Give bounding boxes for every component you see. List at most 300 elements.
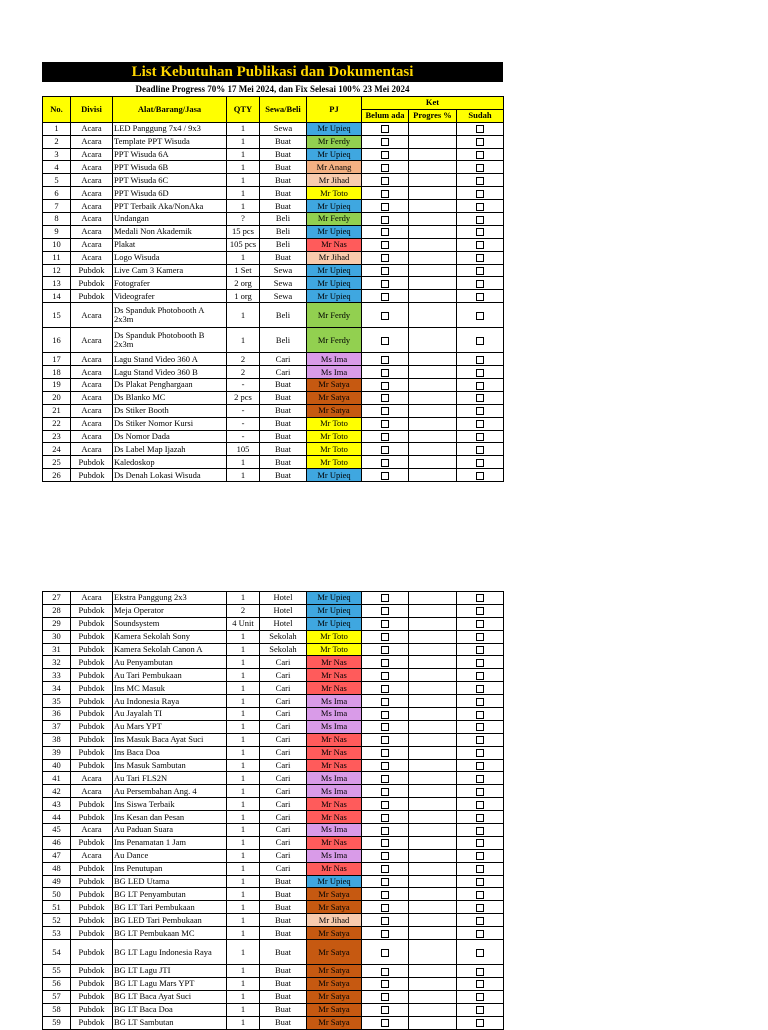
- checkbox-belum-ada[interactable]: [381, 312, 389, 320]
- cell-sudah[interactable]: [457, 836, 504, 849]
- checkbox-sudah[interactable]: [476, 1006, 484, 1014]
- cell-sudah[interactable]: [457, 379, 504, 392]
- checkbox-belum-ada[interactable]: [381, 177, 389, 185]
- cell-progres: [409, 264, 457, 277]
- checkbox-belum-ada[interactable]: [381, 865, 389, 873]
- cell-sudah[interactable]: [457, 290, 504, 303]
- checkbox-belum-ada[interactable]: [381, 420, 389, 428]
- row-item: Ds Denah Lokasi Wisuda: [113, 469, 227, 482]
- cell-sudah[interactable]: [457, 927, 504, 940]
- row-no: 44: [43, 811, 71, 824]
- cell-sudah[interactable]: [457, 630, 504, 643]
- cell-belum-ada[interactable]: [362, 604, 409, 617]
- cell-sudah[interactable]: [457, 469, 504, 482]
- checkbox-sudah[interactable]: [476, 672, 484, 680]
- checkbox-belum-ada[interactable]: [381, 382, 389, 390]
- checkbox-sudah[interactable]: [476, 801, 484, 809]
- cell-progres: [409, 901, 457, 914]
- checkbox-belum-ada[interactable]: [381, 749, 389, 757]
- cell-sudah[interactable]: [457, 122, 504, 135]
- row-item: Au Jayalah TI: [113, 708, 227, 721]
- cell-sudah[interactable]: [457, 798, 504, 811]
- checkbox-belum-ada[interactable]: [381, 711, 389, 719]
- checkbox-belum-ada[interactable]: [381, 801, 389, 809]
- checkbox-belum-ada[interactable]: [381, 878, 389, 886]
- cell-belum-ada[interactable]: [362, 990, 409, 1003]
- table-row: [43, 824, 504, 837]
- cell-belum-ada[interactable]: [362, 379, 409, 392]
- checkbox-sudah[interactable]: [476, 312, 484, 320]
- checkbox-sudah[interactable]: [476, 607, 484, 615]
- checkbox-sudah[interactable]: [476, 190, 484, 198]
- checkbox-belum-ada[interactable]: [381, 607, 389, 615]
- checkbox-belum-ada[interactable]: [381, 293, 389, 301]
- checkbox-sudah[interactable]: [476, 968, 484, 976]
- checkbox-belum-ada[interactable]: [381, 125, 389, 133]
- row-qty: 1: [227, 772, 260, 785]
- row-item: Au Mars YPT: [113, 720, 227, 733]
- cell-belum-ada[interactable]: [362, 875, 409, 888]
- cell-sudah[interactable]: [457, 225, 504, 238]
- row-no: 2: [43, 135, 71, 148]
- checkbox-belum-ada[interactable]: [381, 1006, 389, 1014]
- checkbox-sudah[interactable]: [476, 125, 484, 133]
- checkbox-sudah[interactable]: [476, 267, 484, 275]
- checkbox-belum-ada[interactable]: [381, 228, 389, 236]
- cell-belum-ada[interactable]: [362, 965, 409, 978]
- cell-belum-ada[interactable]: [362, 404, 409, 417]
- cell-sudah[interactable]: [457, 328, 504, 353]
- checkbox-belum-ada[interactable]: [381, 254, 389, 262]
- checkbox-sudah[interactable]: [476, 839, 484, 847]
- cell-belum-ada[interactable]: [362, 695, 409, 708]
- cell-belum-ada[interactable]: [362, 888, 409, 901]
- checkbox-belum-ada[interactable]: [381, 659, 389, 667]
- row-item: Meja Operator: [113, 604, 227, 617]
- cell-sudah[interactable]: [457, 811, 504, 824]
- cell-sudah[interactable]: [457, 135, 504, 148]
- cell-progres: [409, 643, 457, 656]
- cell-belum-ada[interactable]: [362, 733, 409, 746]
- cell-belum-ada[interactable]: [362, 328, 409, 353]
- cell-sudah[interactable]: [457, 617, 504, 630]
- checkbox-sudah[interactable]: [476, 723, 484, 731]
- cell-sudah[interactable]: [457, 746, 504, 759]
- cell-sudah[interactable]: [457, 417, 504, 430]
- checkbox-sudah[interactable]: [476, 775, 484, 783]
- checkbox-belum-ada[interactable]: [381, 138, 389, 146]
- table-row: [43, 977, 504, 990]
- checkbox-sudah[interactable]: [476, 280, 484, 288]
- cell-belum-ada[interactable]: [362, 669, 409, 682]
- checkbox-sudah[interactable]: [476, 337, 484, 345]
- checkbox-belum-ada[interactable]: [381, 980, 389, 988]
- checkbox-sudah[interactable]: [476, 891, 484, 899]
- cell-sudah[interactable]: [457, 604, 504, 617]
- cell-sudah[interactable]: [457, 391, 504, 404]
- checkbox-belum-ada[interactable]: [381, 620, 389, 628]
- cell-belum-ada[interactable]: [362, 630, 409, 643]
- checkbox-sudah[interactable]: [476, 293, 484, 301]
- checkbox-sudah[interactable]: [476, 138, 484, 146]
- checkbox-belum-ada[interactable]: [381, 839, 389, 847]
- row-divisi: Acara: [71, 772, 113, 785]
- checkbox-sudah[interactable]: [476, 762, 484, 770]
- cell-belum-ada[interactable]: [362, 656, 409, 669]
- checkbox-sudah[interactable]: [476, 407, 484, 415]
- cell-sudah[interactable]: [457, 977, 504, 990]
- checkbox-belum-ada[interactable]: [381, 698, 389, 706]
- cell-progres: [409, 927, 457, 940]
- checkbox-belum-ada[interactable]: [381, 190, 389, 198]
- cell-belum-ada[interactable]: [362, 927, 409, 940]
- checkbox-sudah[interactable]: [476, 420, 484, 428]
- cell-belum-ada[interactable]: [362, 238, 409, 251]
- checkbox-belum-ada[interactable]: [381, 164, 389, 172]
- checkbox-sudah[interactable]: [476, 980, 484, 988]
- row-divisi: Acara: [71, 430, 113, 443]
- cell-sudah[interactable]: [457, 695, 504, 708]
- cell-sudah[interactable]: [457, 353, 504, 366]
- cell-belum-ada[interactable]: [362, 264, 409, 277]
- checkbox-sudah[interactable]: [476, 216, 484, 224]
- cell-belum-ada[interactable]: [362, 836, 409, 849]
- cell-sudah[interactable]: [457, 824, 504, 837]
- cell-sudah[interactable]: [457, 669, 504, 682]
- cell-belum-ada[interactable]: [362, 759, 409, 772]
- cell-sudah[interactable]: [457, 888, 504, 901]
- row-no: 9: [43, 225, 71, 238]
- checkbox-belum-ada[interactable]: [381, 394, 389, 402]
- row-divisi: Acara: [71, 148, 113, 161]
- cell-sudah[interactable]: [457, 148, 504, 161]
- checkbox-belum-ada[interactable]: [381, 968, 389, 976]
- table-row: [43, 811, 504, 824]
- checkbox-belum-ada[interactable]: [381, 646, 389, 654]
- checkbox-sudah[interactable]: [476, 228, 484, 236]
- checkbox-belum-ada[interactable]: [381, 827, 389, 835]
- cell-belum-ada[interactable]: [362, 277, 409, 290]
- row-no: 22: [43, 417, 71, 430]
- cell-belum-ada[interactable]: [362, 849, 409, 862]
- checkbox-belum-ada[interactable]: [381, 904, 389, 912]
- checkbox-belum-ada[interactable]: [381, 736, 389, 744]
- cell-sudah[interactable]: [457, 592, 504, 605]
- row-pj: Ms Ima: [307, 772, 362, 785]
- cell-sudah[interactable]: [457, 901, 504, 914]
- row-divisi: Pubdok: [71, 888, 113, 901]
- checkbox-sudah[interactable]: [476, 865, 484, 873]
- checkbox-sudah[interactable]: [476, 382, 484, 390]
- cell-sudah[interactable]: [457, 990, 504, 1003]
- checkbox-sudah[interactable]: [476, 646, 484, 654]
- cell-belum-ada[interactable]: [362, 682, 409, 695]
- cell-sudah[interactable]: [457, 785, 504, 798]
- cell-belum-ada[interactable]: [362, 122, 409, 135]
- cell-belum-ada[interactable]: [362, 1016, 409, 1029]
- row-sewa-beli: Cari: [260, 366, 307, 379]
- cell-progres: [409, 592, 457, 605]
- row-qty: -: [227, 404, 260, 417]
- cell-belum-ada[interactable]: [362, 443, 409, 456]
- cell-belum-ada[interactable]: [362, 174, 409, 187]
- checkbox-sudah[interactable]: [476, 949, 484, 957]
- checkbox-belum-ada[interactable]: [381, 267, 389, 275]
- cell-belum-ada[interactable]: [362, 391, 409, 404]
- cell-sudah[interactable]: [457, 772, 504, 785]
- row-item: Kamera Sekolah Canon A: [113, 643, 227, 656]
- cell-belum-ada[interactable]: [362, 940, 409, 965]
- checkbox-sudah[interactable]: [476, 177, 484, 185]
- cell-sudah[interactable]: [457, 456, 504, 469]
- cell-belum-ada[interactable]: [362, 135, 409, 148]
- cell-sudah[interactable]: [457, 708, 504, 721]
- cell-sudah[interactable]: [457, 251, 504, 264]
- cell-belum-ada[interactable]: [362, 785, 409, 798]
- row-sewa-beli: Buat: [260, 148, 307, 161]
- row-divisi: Pubdok: [71, 990, 113, 1003]
- checkbox-belum-ada[interactable]: [381, 775, 389, 783]
- checkbox-belum-ada[interactable]: [381, 993, 389, 1001]
- checkbox-belum-ada[interactable]: [381, 1019, 389, 1027]
- checkbox-belum-ada[interactable]: [381, 949, 389, 957]
- cell-sudah[interactable]: [457, 1003, 504, 1016]
- row-qty: 15 pcs: [227, 225, 260, 238]
- checkbox-sudah[interactable]: [476, 736, 484, 744]
- row-sewa-beli: Cari: [260, 811, 307, 824]
- checkbox-sudah[interactable]: [476, 1019, 484, 1027]
- checkbox-sudah[interactable]: [476, 788, 484, 796]
- cell-progres: [409, 366, 457, 379]
- row-pj: Mr Ferdy: [307, 303, 362, 328]
- cell-belum-ada[interactable]: [362, 1003, 409, 1016]
- cell-sudah[interactable]: [457, 914, 504, 927]
- cell-belum-ada[interactable]: [362, 746, 409, 759]
- checkbox-sudah[interactable]: [476, 459, 484, 467]
- checkbox-belum-ada[interactable]: [381, 788, 389, 796]
- checkbox-sudah[interactable]: [476, 472, 484, 480]
- cell-belum-ada[interactable]: [362, 303, 409, 328]
- row-sewa-beli: Buat: [260, 443, 307, 456]
- row-item: Soundsystem: [113, 617, 227, 630]
- checkbox-sudah[interactable]: [476, 203, 484, 211]
- checkbox-sudah[interactable]: [476, 749, 484, 757]
- cell-progres: [409, 824, 457, 837]
- checkbox-sudah[interactable]: [476, 241, 484, 249]
- checkbox-sudah[interactable]: [476, 711, 484, 719]
- row-pj: Mr Upieq: [307, 148, 362, 161]
- cell-belum-ada[interactable]: [362, 708, 409, 721]
- checkbox-belum-ada[interactable]: [381, 216, 389, 224]
- cell-belum-ada[interactable]: [362, 456, 409, 469]
- row-sewa-beli: Cari: [260, 733, 307, 746]
- row-no: 13: [43, 277, 71, 290]
- cell-sudah[interactable]: [457, 277, 504, 290]
- checkbox-sudah[interactable]: [476, 878, 484, 886]
- checkbox-sudah[interactable]: [476, 433, 484, 441]
- checkbox-sudah[interactable]: [476, 930, 484, 938]
- cell-sudah[interactable]: [457, 213, 504, 226]
- row-divisi: Pubdok: [71, 456, 113, 469]
- cell-progres: [409, 303, 457, 328]
- checkbox-belum-ada[interactable]: [381, 685, 389, 693]
- row-item: PPT Wisuda 6A: [113, 148, 227, 161]
- row-qty: 1: [227, 746, 260, 759]
- checkbox-belum-ada[interactable]: [381, 633, 389, 641]
- cell-sudah[interactable]: [457, 656, 504, 669]
- checkbox-sudah[interactable]: [476, 369, 484, 377]
- checkbox-belum-ada[interactable]: [381, 723, 389, 731]
- checkbox-sudah[interactable]: [476, 993, 484, 1001]
- cell-belum-ada[interactable]: [362, 213, 409, 226]
- checkbox-belum-ada[interactable]: [381, 762, 389, 770]
- checkbox-sudah[interactable]: [476, 659, 484, 667]
- cell-sudah[interactable]: [457, 1016, 504, 1029]
- cell-belum-ada[interactable]: [362, 366, 409, 379]
- checkbox-sudah[interactable]: [476, 633, 484, 641]
- cell-sudah[interactable]: [457, 643, 504, 656]
- checkbox-belum-ada[interactable]: [381, 151, 389, 159]
- checkbox-belum-ada[interactable]: [381, 433, 389, 441]
- row-item: Live Cam 3 Kamera: [113, 264, 227, 277]
- cell-belum-ada[interactable]: [362, 225, 409, 238]
- cell-belum-ada[interactable]: [362, 862, 409, 875]
- checkbox-sudah[interactable]: [476, 594, 484, 602]
- cell-belum-ada[interactable]: [362, 187, 409, 200]
- row-divisi: Pubdok: [71, 643, 113, 656]
- checkbox-sudah[interactable]: [476, 814, 484, 822]
- row-pj: Mr Upieq: [307, 469, 362, 482]
- checkbox-belum-ada[interactable]: [381, 852, 389, 860]
- checkbox-belum-ada[interactable]: [381, 917, 389, 925]
- row-qty: 1 org: [227, 290, 260, 303]
- cell-sudah[interactable]: [457, 238, 504, 251]
- cell-belum-ada[interactable]: [362, 251, 409, 264]
- cell-sudah[interactable]: [457, 303, 504, 328]
- checkbox-belum-ada[interactable]: [381, 594, 389, 602]
- header-belum-ada: Belum ada: [362, 109, 409, 122]
- cell-belum-ada[interactable]: [362, 353, 409, 366]
- row-no: 39: [43, 746, 71, 759]
- checkbox-belum-ada[interactable]: [381, 407, 389, 415]
- row-qty: 1: [227, 630, 260, 643]
- cell-sudah[interactable]: [457, 443, 504, 456]
- cell-belum-ada[interactable]: [362, 901, 409, 914]
- cell-belum-ada[interactable]: [362, 914, 409, 927]
- cell-belum-ada[interactable]: [362, 720, 409, 733]
- checkbox-sudah[interactable]: [476, 852, 484, 860]
- row-divisi: Acara: [71, 404, 113, 417]
- row-sewa-beli: Buat: [260, 430, 307, 443]
- cell-sudah[interactable]: [457, 174, 504, 187]
- table-row: [43, 875, 504, 888]
- cell-belum-ada[interactable]: [362, 200, 409, 213]
- checkbox-sudah[interactable]: [476, 917, 484, 925]
- row-pj: Mr Ferdy: [307, 135, 362, 148]
- checkbox-sudah[interactable]: [476, 446, 484, 454]
- cell-sudah[interactable]: [457, 759, 504, 772]
- checkbox-belum-ada[interactable]: [381, 356, 389, 364]
- checkbox-belum-ada[interactable]: [381, 891, 389, 899]
- checkbox-belum-ada[interactable]: [381, 446, 389, 454]
- checkbox-belum-ada[interactable]: [381, 280, 389, 288]
- cell-sudah[interactable]: [457, 161, 504, 174]
- checkbox-sudah[interactable]: [476, 164, 484, 172]
- cell-belum-ada[interactable]: [362, 798, 409, 811]
- checkbox-belum-ada[interactable]: [381, 459, 389, 467]
- checkbox-belum-ada[interactable]: [381, 814, 389, 822]
- checkbox-sudah[interactable]: [476, 356, 484, 364]
- cell-sudah[interactable]: [457, 849, 504, 862]
- cell-belum-ada[interactable]: [362, 824, 409, 837]
- cell-belum-ada[interactable]: [362, 592, 409, 605]
- cell-sudah[interactable]: [457, 965, 504, 978]
- cell-sudah[interactable]: [457, 187, 504, 200]
- cell-belum-ada[interactable]: [362, 469, 409, 482]
- cell-sudah[interactable]: [457, 940, 504, 965]
- checkbox-belum-ada[interactable]: [381, 337, 389, 345]
- cell-sudah[interactable]: [457, 366, 504, 379]
- cell-sudah[interactable]: [457, 682, 504, 695]
- row-sewa-beli: Beli: [260, 303, 307, 328]
- checkbox-sudah[interactable]: [476, 827, 484, 835]
- row-no: 59: [43, 1016, 71, 1029]
- row-divisi: Acara: [71, 135, 113, 148]
- cell-belum-ada[interactable]: [362, 430, 409, 443]
- checkbox-belum-ada[interactable]: [381, 241, 389, 249]
- cell-belum-ada[interactable]: [362, 148, 409, 161]
- cell-sudah[interactable]: [457, 720, 504, 733]
- row-qty: 1: [227, 875, 260, 888]
- row-pj: Mr Nas: [307, 798, 362, 811]
- table-row: [43, 353, 504, 366]
- cell-belum-ada[interactable]: [362, 772, 409, 785]
- checkbox-sudah[interactable]: [476, 254, 484, 262]
- row-no: 51: [43, 901, 71, 914]
- checkbox-belum-ada[interactable]: [381, 203, 389, 211]
- checkbox-belum-ada[interactable]: [381, 672, 389, 680]
- cell-sudah[interactable]: [457, 862, 504, 875]
- checkbox-sudah[interactable]: [476, 685, 484, 693]
- row-sewa-beli: Beli: [260, 213, 307, 226]
- table-row: [43, 328, 504, 353]
- checkbox-belum-ada[interactable]: [381, 930, 389, 938]
- cell-sudah[interactable]: [457, 875, 504, 888]
- cell-belum-ada[interactable]: [362, 290, 409, 303]
- cell-belum-ada[interactable]: [362, 977, 409, 990]
- checkbox-belum-ada[interactable]: [381, 472, 389, 480]
- cell-sudah[interactable]: [457, 733, 504, 746]
- table-row: [43, 990, 504, 1003]
- cell-sudah[interactable]: [457, 264, 504, 277]
- checkbox-sudah[interactable]: [476, 620, 484, 628]
- cell-sudah[interactable]: [457, 430, 504, 443]
- cell-belum-ada[interactable]: [362, 161, 409, 174]
- row-sewa-beli: Buat: [260, 888, 307, 901]
- cell-belum-ada[interactable]: [362, 811, 409, 824]
- checkbox-sudah[interactable]: [476, 151, 484, 159]
- checkbox-belum-ada[interactable]: [381, 369, 389, 377]
- checkbox-sudah[interactable]: [476, 394, 484, 402]
- row-item: Kamera Sekolah Sony: [113, 630, 227, 643]
- cell-belum-ada[interactable]: [362, 617, 409, 630]
- cell-belum-ada[interactable]: [362, 643, 409, 656]
- cell-sudah[interactable]: [457, 404, 504, 417]
- cell-belum-ada[interactable]: [362, 417, 409, 430]
- checkbox-sudah[interactable]: [476, 698, 484, 706]
- cell-sudah[interactable]: [457, 200, 504, 213]
- checkbox-sudah[interactable]: [476, 904, 484, 912]
